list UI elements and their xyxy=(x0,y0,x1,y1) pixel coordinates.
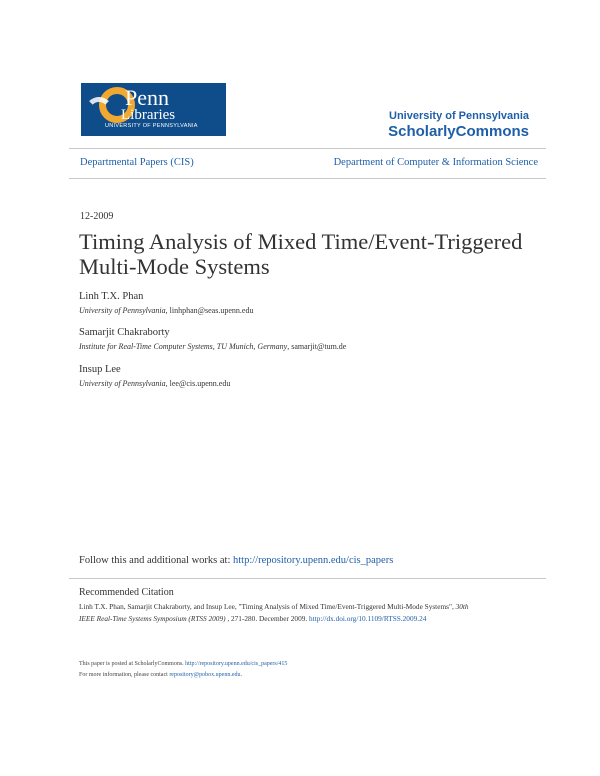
logo-arc-icon xyxy=(85,97,113,125)
author-name: Insup Lee xyxy=(79,364,121,375)
title-line-1: Timing Analysis of Mixed Time/Event-Triggered xyxy=(79,229,523,254)
publication-date: 12-2009 xyxy=(80,211,114,222)
author-email: samarjit@tum.de xyxy=(291,342,347,351)
author-affiliation xyxy=(79,379,230,388)
penn-libraries-logo[interactable] xyxy=(81,83,226,136)
author-email: linhphan@seas.upenn.edu xyxy=(169,306,254,315)
departmental-papers-link[interactable]: Departmental Papers (CIS) xyxy=(80,157,194,168)
author-name: Samarjit Chakraborty xyxy=(79,327,170,338)
doi-link[interactable]: http://dx.doi.org/10.1109/RTSS.2009.24 xyxy=(309,614,427,623)
contact-note xyxy=(79,672,242,678)
logo-word-libraries: Libraries xyxy=(121,107,176,123)
collection-link[interactable]: http://repository.upenn.edu/cis_papers xyxy=(233,555,394,566)
department-link[interactable]: Department of Computer & Information Science xyxy=(333,157,538,168)
separator: , xyxy=(287,342,292,351)
author-email: lee@cis.upenn.edu xyxy=(169,379,231,388)
affiliation-text: Institute for Real-Time Computer Systems, TU Munich, Germany xyxy=(79,342,288,351)
author-affiliation xyxy=(79,342,346,351)
citation-divider xyxy=(69,578,546,579)
logo-word-penn: Penn xyxy=(125,85,169,110)
affiliation-text: University of Pennsylvania xyxy=(79,379,166,388)
citation-heading: Recommended Citation xyxy=(79,587,174,598)
follow-line xyxy=(79,555,393,566)
logo-subtitle: UNIVERSITY OF PENNSYLVANIA xyxy=(105,123,198,129)
affiliation-text: University of Pennsylvania xyxy=(79,306,166,315)
author-name: Linh T.X. Phan xyxy=(79,291,144,302)
page-title xyxy=(79,229,529,279)
posted-note xyxy=(79,661,287,667)
university-name[interactable]: University of Pennsylvania xyxy=(389,110,529,122)
contact-suffix: . xyxy=(240,672,242,678)
header-divider-top xyxy=(69,148,546,149)
paper-url-link[interactable]: http://repository.upenn.edu/cis_papers/415 xyxy=(185,661,288,667)
contact-text: For more information, please contact xyxy=(79,672,170,678)
citation-pages: , 271-280. December 2009. xyxy=(225,614,310,623)
citation-line-1 xyxy=(79,601,549,613)
repository-name[interactable]: ScholarlyCommons xyxy=(388,123,529,140)
citation-venue: IEEE Real-Time Systems Symposium (RTSS 2009) xyxy=(79,614,226,623)
separator: , xyxy=(165,306,170,315)
citation-italic: 30th xyxy=(455,602,469,611)
posted-text: This paper is posted at ScholarlyCommons. xyxy=(79,661,186,667)
title-line-2: Multi-Mode Systems xyxy=(79,254,270,279)
citation-line-2 xyxy=(79,613,549,625)
author-affiliation xyxy=(79,306,253,315)
header-divider-bottom xyxy=(69,178,546,179)
follow-text: Follow this and additional works at: xyxy=(79,555,233,566)
contact-email-link[interactable]: repository@pobox.upenn.edu xyxy=(169,672,241,678)
separator: , xyxy=(165,379,170,388)
citation-text: Linh T.X. Phan, Samarjit Chakraborty, and Insup Lee, "Timing Analysis of Mixed Time/Event-Triggered Multi-Mode Systems", xyxy=(79,602,456,611)
